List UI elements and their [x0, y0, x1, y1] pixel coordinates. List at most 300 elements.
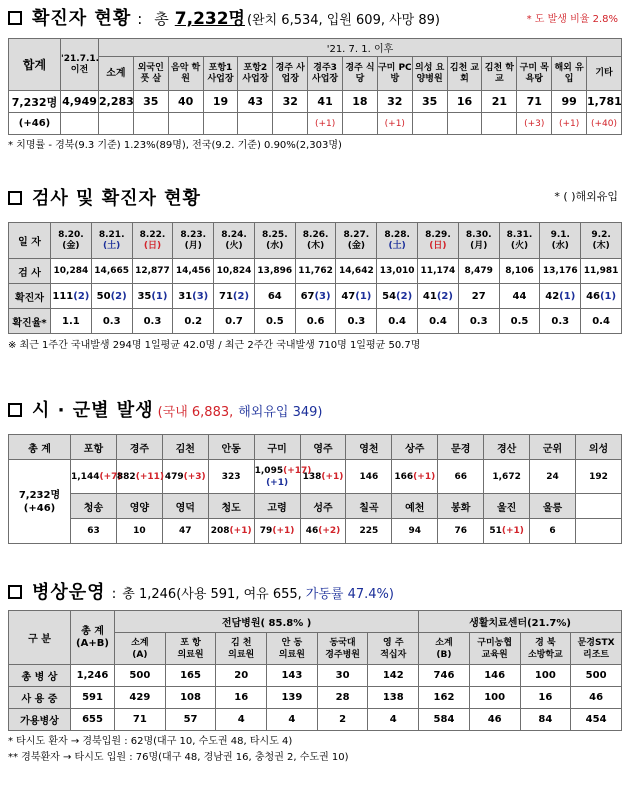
date-header	[458, 223, 499, 259]
bed-count: 454	[571, 709, 622, 731]
weekly-note: ※ 최근 1주간 국내발생 294명 1일평균 42.0명 / 최근 2주간 국내발생 710명 1일평균 50.7명	[8, 340, 421, 351]
date-header	[418, 223, 459, 259]
region-name: 문경	[438, 435, 484, 460]
bed-count: 100	[520, 665, 571, 687]
test-count: 8,479	[458, 259, 499, 284]
header-confirmed: 확진자	[9, 284, 51, 309]
bed-row-total: 1,246	[71, 665, 115, 687]
bed-col-line1: 소계	[435, 637, 453, 648]
region-value	[346, 460, 392, 494]
bed-row-label: 총 병 상	[9, 665, 71, 687]
region-increase: (+11)	[135, 471, 164, 482]
test-count: 11,174	[418, 259, 459, 284]
bed-count: 4	[216, 709, 267, 731]
bed-column-header	[469, 633, 520, 665]
positivity-rate: 0.4	[581, 309, 622, 334]
region-value	[208, 460, 254, 494]
checkbox-icon	[8, 585, 22, 599]
bed-count: 746	[419, 665, 470, 687]
bed-count: 162	[419, 687, 470, 709]
region-value	[438, 519, 484, 544]
bed-count: 139	[267, 687, 318, 709]
region-count: 192	[589, 471, 608, 482]
total-confirmed: 7,232명	[174, 9, 245, 29]
column-increase	[447, 113, 482, 135]
date-weekday: (金)	[347, 240, 365, 251]
column-header: 포항1 사업장	[203, 57, 238, 91]
region-total	[9, 460, 71, 544]
column-increase	[168, 113, 203, 135]
bed-col-line2: 의료원	[228, 649, 255, 660]
column-increase: (+1)	[377, 113, 412, 135]
test-count: 14,665	[91, 259, 132, 284]
confirmed-count	[254, 284, 295, 309]
bed-count: 108	[165, 687, 216, 709]
column-increase	[133, 113, 168, 135]
column-header: 외국인 풋 살	[133, 57, 168, 91]
region-name: 울진	[484, 494, 530, 519]
confirmed-count	[91, 284, 132, 309]
region-value	[208, 519, 254, 544]
date-header	[540, 223, 581, 259]
test-count: 10,284	[51, 259, 92, 284]
column-value: 41	[308, 91, 343, 113]
bed-col-line2: 소방학교	[527, 649, 563, 660]
confirmed-value: 71	[219, 290, 233, 302]
bed-col-line2: 의료원	[177, 649, 204, 660]
positivity-rate: 0.3	[458, 309, 499, 334]
bed-col-line1: 안 동	[281, 637, 303, 648]
confirmed-value: 31	[178, 290, 193, 302]
column-increase	[203, 113, 238, 135]
date-day: 8.25.	[261, 229, 288, 240]
confirmed-count	[418, 284, 459, 309]
bed-col-line2: 리조트	[583, 649, 610, 660]
bed-count: 46	[571, 687, 622, 709]
bed-count: 71	[115, 709, 166, 731]
header-tests: 검 사	[9, 259, 51, 284]
region-count: 208	[210, 526, 230, 536]
test-count: 12,877	[132, 259, 173, 284]
bed-count: 500	[571, 665, 622, 687]
section-title: 시 · 군별 발생	[32, 400, 154, 421]
bed-col-line1: 동국대	[329, 637, 356, 648]
region-value	[71, 460, 122, 494]
confirmed-overseas: (2)	[73, 290, 90, 302]
date-day: 8.21.	[98, 229, 125, 240]
positivity-rate: 0.5	[254, 309, 295, 334]
total-label: 총	[154, 10, 169, 28]
column-value: 18	[343, 91, 378, 113]
region-total-value: 7,232명	[18, 489, 61, 501]
date-header	[51, 223, 92, 259]
region-value	[392, 460, 438, 494]
header-total: 합계	[9, 39, 61, 91]
confirmed-overseas: (2)	[232, 290, 250, 302]
region-name: 성주	[300, 494, 346, 519]
bed-row-label: 사 용 중	[9, 687, 71, 709]
column-increase: (+1)	[552, 113, 587, 135]
column-value: 35	[412, 91, 447, 113]
column-header: 소계	[99, 57, 134, 91]
date-day: 8.30.	[465, 229, 492, 240]
region-name: 영천	[346, 435, 392, 460]
bed-col-line1: 구미농협	[477, 637, 513, 648]
region-increase: (+1)	[413, 471, 436, 482]
region-count: 63	[87, 526, 100, 536]
confirmed-value: 50	[96, 290, 111, 302]
checkbox-icon	[8, 11, 22, 25]
header-before: '21.7.1. 이전	[61, 39, 99, 91]
column-increase	[238, 113, 273, 135]
bed-count: 100	[469, 687, 520, 709]
column-header: 음악 학원	[168, 57, 203, 91]
bed-col-line2: (A)	[132, 649, 148, 660]
checkbox-icon	[8, 191, 22, 205]
section-title: 확진자 현황	[32, 8, 132, 29]
header-rate: 확진율*	[9, 309, 51, 334]
bed-count: 57	[165, 709, 216, 731]
header-after: '21. 7. 1. 이후	[99, 39, 622, 57]
column-header: 경주 사업장	[273, 57, 308, 91]
confirmed-value: 111	[52, 290, 74, 302]
confirmed-count	[377, 284, 418, 309]
date-weekday: (金)	[62, 240, 80, 251]
bed-column-header	[419, 633, 470, 665]
date-day: 8.29.	[425, 229, 451, 240]
region-increase: (+3)	[183, 471, 206, 482]
column-increase	[273, 113, 308, 135]
fatality-note: * 치명률 - 경북(9.3 기준) 1.23%(89명), 전국(9.2. 기준) 0.90%(2,303명)	[8, 140, 342, 151]
region-count: 79	[259, 526, 273, 536]
bed-col-line2: 경주병원	[325, 649, 360, 660]
section-tests	[8, 184, 622, 354]
column-value: 1,781	[587, 91, 622, 113]
confirmed-overseas: (2)	[436, 290, 453, 302]
date-weekday: (火)	[510, 240, 529, 251]
date-weekday: (木)	[306, 240, 325, 251]
region-count: 138	[302, 471, 322, 482]
confirmed-count	[132, 284, 173, 309]
column-value: 32	[273, 91, 308, 113]
header-total: 총 계	[9, 435, 71, 460]
bed-column-header	[368, 633, 419, 665]
region-value	[392, 519, 438, 544]
region-value	[162, 460, 208, 494]
date-weekday: (日)	[429, 240, 447, 251]
section-confirmed	[8, 4, 622, 154]
test-count: 14,456	[173, 259, 214, 284]
header-centers: 생활치료센터(21.7%)	[419, 611, 622, 633]
region-count: 47	[179, 526, 192, 536]
occupancy-rate: 가동률 47.4%)	[305, 587, 394, 602]
bed-col-line1: 포 항	[180, 637, 201, 648]
confirmed-value: 64	[267, 290, 282, 302]
positivity-rate: 0.3	[91, 309, 132, 334]
date-day: 8.27.	[343, 229, 370, 240]
date-weekday: (月)	[184, 240, 202, 251]
total-increase: (+46)	[9, 113, 61, 135]
region-count: 76	[454, 526, 467, 536]
date-header	[173, 223, 214, 259]
bed-col-line1: 김 천	[230, 637, 252, 648]
confirmed-count	[51, 284, 92, 309]
overseas-count: 해외유입 349)	[238, 405, 323, 420]
confirmed-count	[499, 284, 540, 309]
bed-column-header	[216, 633, 267, 665]
column-header: 구미 목욕탕	[517, 57, 552, 91]
region-name: 군위	[530, 435, 576, 460]
bed-col-line1: 경 북	[535, 637, 556, 648]
column-header: 포항2 사업장	[238, 57, 273, 91]
header-date: 일 자	[9, 223, 51, 259]
region-name: 경주	[116, 435, 162, 460]
column-header: 구미 PC방	[377, 57, 412, 91]
section-regions	[8, 396, 622, 544]
region-increase: (+1)	[321, 471, 344, 482]
confirmed-count	[295, 284, 336, 309]
column-value: 99	[552, 91, 587, 113]
date-header	[254, 223, 295, 259]
region-overseas: (+1)	[266, 477, 289, 488]
section-beds	[8, 578, 622, 766]
test-count: 13,896	[254, 259, 295, 284]
bed-count: 146	[469, 665, 520, 687]
column-value: 43	[238, 91, 273, 113]
bed-col-line1: 영 주	[383, 637, 404, 648]
region-value	[346, 519, 392, 544]
test-count: 13,010	[377, 259, 418, 284]
bed-count: 143	[267, 665, 318, 687]
bed-count: 142	[368, 665, 419, 687]
column-header: 의성 요양병원	[412, 57, 447, 91]
region-name: 봉화	[438, 494, 484, 519]
column-increase: (+1)	[308, 113, 343, 135]
region-count: 66	[454, 471, 467, 482]
test-count: 14,642	[336, 259, 377, 284]
region-count: 1,095	[254, 465, 284, 476]
region-count: 51	[489, 526, 502, 536]
confirmed-count	[540, 284, 581, 309]
region-name: 울릉	[530, 494, 576, 519]
bed-count: 30	[317, 665, 368, 687]
bed-col-line2: 교육원	[481, 649, 508, 660]
header-hospitals: 전담병원( 85.8% )	[115, 611, 419, 633]
region-count: 166	[394, 471, 414, 482]
positivity-rate: 0.3	[540, 309, 581, 334]
region-value	[254, 519, 300, 544]
region-count: 323	[221, 471, 241, 482]
confirmed-overseas: (1)	[355, 290, 372, 302]
transfer-out-note: ** 경북환자 → 타시도 입원 : 76명(대구 48, 경남권 16, 충청권 2, 수도권 10)	[8, 752, 349, 763]
date-header	[295, 223, 336, 259]
region-name: 예천	[392, 494, 438, 519]
confirmed-value: 41	[422, 290, 437, 302]
bed-count: 20	[216, 665, 267, 687]
region-increase: (+1)	[272, 526, 295, 536]
header-grand-total: 총 계 (A+B)	[71, 611, 115, 665]
column-value: 2,283	[99, 91, 134, 113]
region-name: 의성	[575, 435, 621, 460]
domestic-count: (국내 6,883,	[157, 405, 234, 420]
region-name: 영주	[300, 435, 346, 460]
region-total-increase: (+46)	[23, 502, 56, 514]
column-value: 40	[168, 91, 203, 113]
positivity-rate: 0.6	[295, 309, 336, 334]
region-count: 94	[408, 526, 422, 536]
beds-table	[8, 610, 622, 731]
region-name: 구미	[254, 435, 300, 460]
beds-summary: 총 1,246(사용 591, 여유 655,	[122, 587, 302, 602]
column-increase: (+3)	[517, 113, 552, 135]
tests-table	[8, 222, 622, 334]
region-name: 청도	[208, 494, 254, 519]
confirmed-overseas: (3)	[192, 290, 209, 302]
positivity-rate: 0.5	[499, 309, 540, 334]
column-value: 19	[203, 91, 238, 113]
bed-count: 46	[469, 709, 520, 731]
test-count: 10,824	[214, 259, 255, 284]
region-count: 10	[133, 526, 146, 536]
confirmed-overseas: (2)	[396, 290, 413, 302]
region-count: 479	[164, 471, 184, 482]
confirmed-overseas: (3)	[314, 290, 331, 302]
bed-count: 28	[317, 687, 368, 709]
column-header: 김천 교회	[447, 57, 482, 91]
region-value	[530, 519, 576, 544]
bed-col-line2: 의료원	[278, 649, 305, 660]
region-value	[116, 519, 162, 544]
confirmed-count	[214, 284, 255, 309]
region-name: 고령	[254, 494, 300, 519]
confirmed-value: 47	[341, 290, 356, 302]
confirmed-count	[173, 284, 214, 309]
bed-column-header	[115, 633, 166, 665]
total-breakdown: (완치 6,534, 입원 609, 사망 89)	[246, 13, 440, 28]
date-day: 8.23.	[180, 229, 207, 240]
date-day: 8.26.	[302, 229, 329, 240]
column-value: 32	[377, 91, 412, 113]
region-count: 146	[359, 471, 379, 482]
date-header	[214, 223, 255, 259]
test-count: 11,762	[295, 259, 336, 284]
positivity-rate: 0.4	[418, 309, 459, 334]
confirmed-value: 35	[137, 290, 152, 302]
region-count: 882	[116, 471, 136, 482]
region-value	[575, 460, 621, 494]
date-day: 8.28.	[384, 229, 410, 240]
date-weekday: (日)	[143, 240, 162, 251]
region-increase: (+17)	[283, 465, 312, 476]
column-header: 해외 유입	[552, 57, 587, 91]
region-name: 청송	[71, 494, 117, 519]
region-value	[116, 460, 162, 494]
bed-column-header	[571, 633, 622, 665]
confirmed-overseas: (1)	[151, 290, 168, 302]
region-increase: (+1)	[229, 526, 252, 536]
test-count: 11,981	[581, 259, 622, 284]
bed-count: 138	[368, 687, 419, 709]
bed-column-header	[317, 633, 368, 665]
date-header	[91, 223, 132, 259]
bed-column-header	[267, 633, 318, 665]
confirmed-count	[336, 284, 377, 309]
column-increase: (+40)	[587, 113, 622, 135]
confirmed-count	[458, 284, 499, 309]
date-header	[377, 223, 418, 259]
bed-count: 2	[317, 709, 368, 731]
bed-row-label: 가용병상	[9, 709, 71, 731]
confirmed-overseas: (2)	[110, 290, 127, 302]
bed-count: 4	[368, 709, 419, 731]
section-title: 검사 및 확진자 현황	[32, 188, 201, 209]
region-name: 상주	[392, 435, 438, 460]
column-header: 김천 학교	[482, 57, 517, 91]
region-name: 영양	[116, 494, 162, 519]
positivity-rate: 0.7	[214, 309, 255, 334]
column-header: 경주3 사업장	[308, 57, 343, 91]
positivity-rate: 0.3	[132, 309, 173, 334]
region-name: 경산	[484, 435, 530, 460]
bed-col-line2: 적십자	[380, 649, 407, 660]
date-header	[581, 223, 622, 259]
bed-count: 165	[165, 665, 216, 687]
region-count: 1,144	[71, 471, 100, 482]
date-weekday: (土)	[388, 240, 406, 251]
region-name: 칠곡	[346, 494, 392, 519]
region-name: 김천	[162, 435, 208, 460]
region-value	[484, 460, 530, 494]
region-name: 포항	[71, 435, 117, 460]
column-value: 16	[447, 91, 482, 113]
checkbox-icon	[8, 403, 22, 417]
positivity-rate: 0.3	[336, 309, 377, 334]
date-day: 9.1.	[550, 229, 570, 240]
date-day: 8.31.	[506, 229, 533, 240]
regions-table	[8, 434, 622, 544]
confirmed-value: 27	[471, 290, 486, 302]
bed-count: 500	[115, 665, 166, 687]
header-division: 구 분	[9, 611, 71, 665]
test-count: 8,106	[499, 259, 540, 284]
confirmed-value: 67	[300, 290, 315, 302]
positivity-rate: 0.2	[173, 309, 214, 334]
region-increase: (+2)	[318, 526, 341, 536]
date-header	[132, 223, 173, 259]
date-weekday: (月)	[470, 240, 488, 251]
date-day: 8.20.	[58, 229, 84, 240]
region-count: 46	[305, 526, 319, 536]
section-title: 병상운영	[32, 582, 106, 603]
region-value	[162, 519, 208, 544]
confirmed-value: 46	[586, 290, 600, 302]
column-increase	[99, 113, 134, 135]
date-weekday: (土)	[103, 240, 121, 251]
bed-col-line2: (B)	[436, 649, 452, 660]
region-value	[530, 460, 576, 494]
confirmed-count	[581, 284, 622, 309]
region-value	[71, 519, 117, 544]
date-header	[499, 223, 540, 259]
section-header: 병상운영 : 총 1,246(사용 591, 여유 655, 가동률 47.4%)	[8, 578, 622, 604]
transfer-in-note: * 타시도 환자 → 경북입원 : 62명(대구 10, 수도권 48, 타시도 4)	[8, 736, 293, 747]
date-header	[336, 223, 377, 259]
region-increase: (+7)	[99, 471, 122, 482]
bed-count: 16	[216, 687, 267, 709]
bed-row-total: 591	[71, 687, 115, 709]
bed-col-line1: 소계	[131, 637, 149, 648]
overseas-note: * ( )해외유입	[554, 190, 618, 203]
